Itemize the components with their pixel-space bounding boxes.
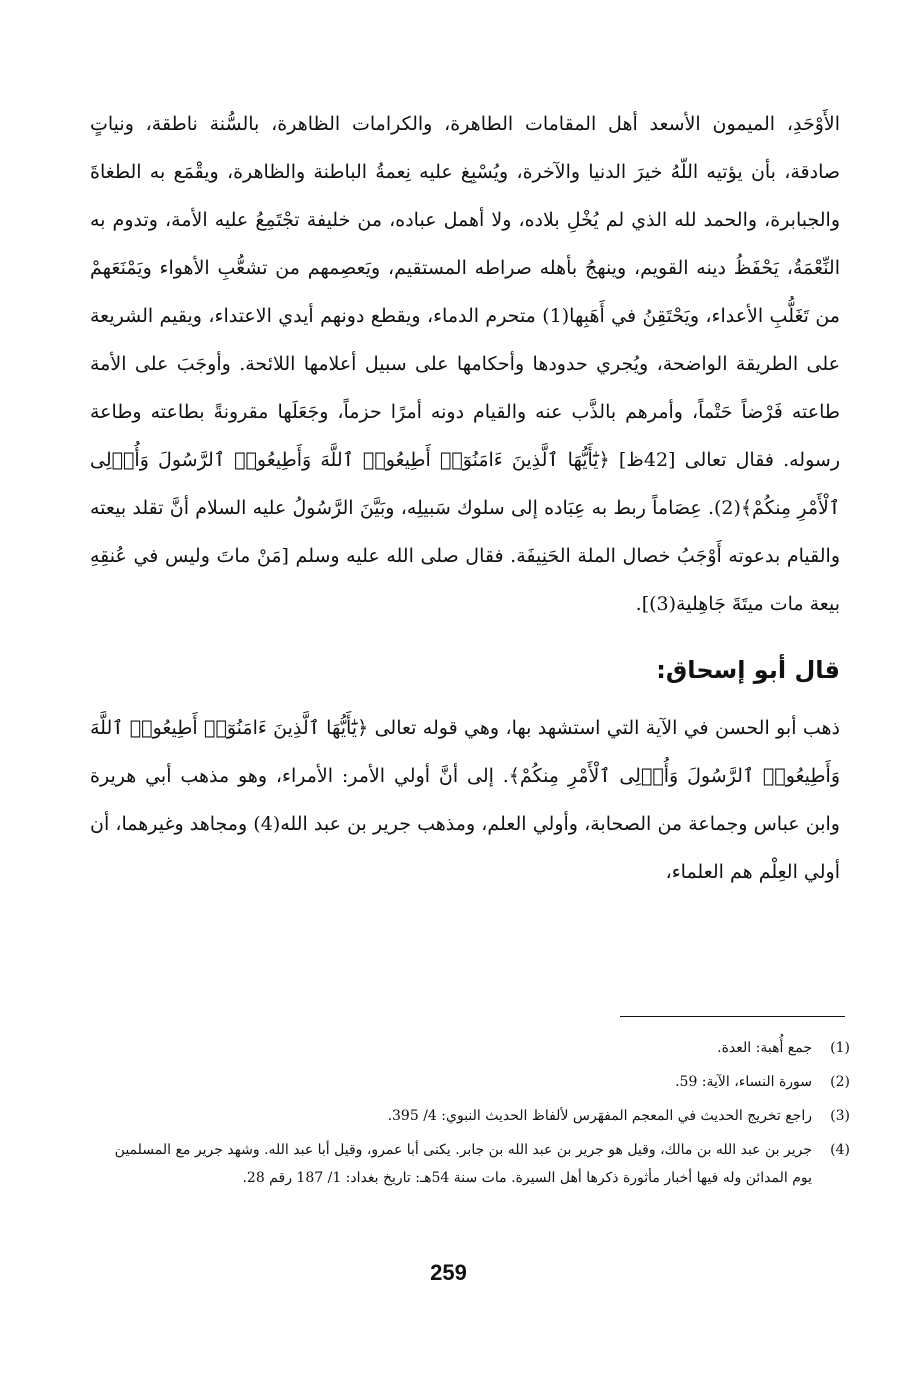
- page-body: [90, 100, 840, 896]
- footnote-text: جرير بن عبد الله بن مالك، وقيل هو جرير بن عبد الله بن جابر. يكنى أبا عمرو، وقيل أبا عبد الله. وشهد جرير مع المسلمين يوم المدائن وله فيها أخبار مأثورة ذكرها أهل السيرة. مات سنة 54هـ: تاريخ بغداد: 1/ 187 رقم 28.: [114, 1142, 812, 1186]
- footnote-separator: [620, 1016, 845, 1017]
- footnotes: [100, 1034, 850, 1198]
- footnote-number: (3): [830, 1108, 850, 1124]
- footnote-text: سورة النساء، الآية: 59.: [675, 1074, 812, 1090]
- page-number: 259: [430, 1260, 467, 1285]
- footnote-item: [100, 1034, 850, 1062]
- footnote-item: [100, 1136, 850, 1192]
- footnote-number: (1): [830, 1040, 850, 1056]
- footnote-text: جمع أُهبة: العدة.: [717, 1040, 812, 1056]
- footnote-text: راجع تخريج الحديث في المعجم المفهَرس لألفاظ الحديث النبوي: 4/ 395.: [387, 1108, 812, 1124]
- section-heading: قال أبو إسحاق:: [656, 656, 840, 684]
- body-paragraph-2: ذهب أبو الحسن في الآية التي استشهد بها، وهي قوله تعالى ﴿يَٰٓأَيُّهَا ٱلَّذِينَ ءَامَنُوٓا۟ أَطِيعُوا۟ ٱللَّهَ وَأَطِيعُوا۟ ٱلرَّسُولَ وَأُو۟لِى ٱلْأَمْرِ مِنكُمْ﴾. إلى أنَّ أولي الأمر: الأمراء، وهو مذهب أبي هريرة وابن عباس وجماعة من الصحابة، وأولي العلم، ومذهب جرير بن عبد الله(4) ومجاهد وغيرهما، أن أولي العِلْم هم العلماء،: [90, 717, 840, 883]
- body-paragraph-1: الأَوْحَدِ، الميمون الأسعد أهل المقامات الطاهرة، والكرامات الظاهرة، بالسُّنة ناطقة، ونياتٍ صادقة، بأن يؤتيه اللّهُ خيرَ الدنيا والآخرة، ويُسْبِغ عليه نِعمةُ الباطنة والظاهرة، ويقْمَع به الطغاةَ والجبابرة، والحمد لله الذي لم يُخْلِ بلاده، ولا أهمل عباده، من خليفة تجْتَمِعُ عليه الأمة، وتدوم به النِّعْمَةُ، يَحْفَظُ دينه القويم، وينهجُ بأهله صراطه المستقيم، ويَعصِمهم من تشعُّبِ الأهواء ويَمْنَعَهمْ من تَغَلُّبِ الأعداء، ويَحْتَقِنُ في أَهَبِها(1) متحرم الدماء، ويقطع دونهم أيدي الاعتداء، ويقيم الشريعة على الطريقة الواضحة، ويُجري حدودها وأحكامها على سبيل أعلامها اللائحة. وأوجَبَ على الأمة طاعته فَرْضاً حَتْماً، وأمرهم بالذَّب عنه والقيام دونه أمرًا حزماً، وجَعَلَها مقرونةً بطاعته وطاعة رسوله. فقال تعالى [42ظ] ﴿يَٰٓأَيُّهَا ٱلَّذِينَ ءَامَنُوٓا۟ أَطِيعُوا۟ ٱللَّهَ وَأَطِيعُوا۟ ٱلرَّسُولَ وَأُو۟لِى ٱلْأَمْرِ مِنكُمْ﴾(2). عِصَاماً ربط به عِبَاده إلى سلوك سَبيلِه، وبَيَّنَ الرَّسُولُ عليه السلام أنَّ تقلد بيعته والقيام بدعوته أَوْجَبُ خصال الملة الحَنِيفَة. فقال صلى الله عليه وسلم [مَنْ ماتَ وليس في عُنقِهِ بيعة مات ميتَةَ جَاهِلية(3)].: [90, 113, 840, 615]
- footnote-item: [100, 1068, 850, 1096]
- footnote-item: [100, 1102, 850, 1130]
- footnote-number: (4): [830, 1142, 850, 1158]
- footnote-number: (2): [830, 1074, 850, 1090]
